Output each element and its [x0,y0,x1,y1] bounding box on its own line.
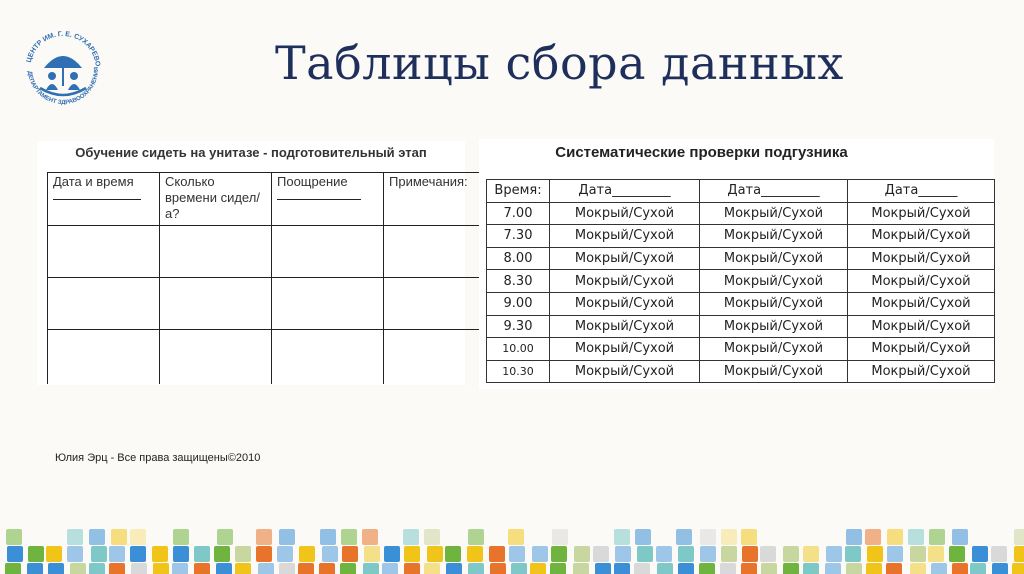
table-row [487,225,995,248]
decorative-tile [551,546,567,562]
table-cell [160,330,272,384]
org-logo [20,26,106,112]
decorative-tile [424,563,440,574]
diaper-check-table-panel [479,139,994,389]
status-cell: Мокрый/Сухой [700,270,848,293]
header-date-3: Дата______ [848,180,995,203]
time-cell: 10.30 [487,360,550,383]
svg-text:ЦЕНТР ИМ. Г. Е. СУХАРЕВОЙ: ЦЕНТР ИМ. Г. Е. СУХАРЕВО [25,30,101,67]
decorative-tile [70,563,86,574]
table-row [487,292,995,315]
decorative-tile [89,563,105,574]
time-cell: 8.30 [487,270,550,293]
table-cell [48,278,160,330]
header-date-time: Дата и время [48,173,160,226]
decorative-tile [508,529,524,545]
table-row [487,315,995,338]
decorative-tile [700,529,716,545]
decorative-tile [340,563,356,574]
decorative-tile [152,546,168,562]
decorative-tile [322,546,338,562]
header-date-2: Дата_________ [700,180,848,203]
decorative-tile [509,546,525,562]
table-header-row [487,180,995,203]
table-cell [272,278,384,330]
decorative-tile [298,563,314,574]
diaper-check-table-title: Систематические проверки подгузника [555,144,848,161]
table-row [487,338,995,361]
decorative-tile [845,546,861,562]
decorative-tile [67,546,83,562]
decorative-tile [363,563,379,574]
header-time: Время: [487,180,550,203]
status-cell: Мокрый/Сухой [550,270,700,293]
decorative-tile [530,563,546,574]
decorative-tile [216,563,232,574]
decorative-tile [256,529,272,545]
decorative-tile [720,563,736,574]
decorative-tile [46,546,62,562]
decorative-tile [109,563,125,574]
decorative-tile [468,563,484,574]
table-row [48,278,496,330]
table-row [48,330,496,384]
decorative-tile [131,563,147,574]
status-cell: Мокрый/Сухой [848,270,995,293]
status-cell: Мокрый/Сухой [550,292,700,315]
time-cell: 9.00 [487,292,550,315]
table-cell [160,226,272,278]
status-cell: Мокрый/Сухой [848,315,995,338]
decorative-tile [991,546,1007,562]
decorative-tile [634,563,650,574]
decorative-tile [929,529,945,545]
status-cell: Мокрый/Сухой [550,338,700,361]
decorative-tile [678,563,694,574]
decorative-tile [173,529,189,545]
decorative-tile [446,563,462,574]
table-row [487,360,995,383]
header-reward: Поощрение [272,173,384,226]
header-duration: Сколько времени сидел/а? [160,173,272,226]
decorative-tile [741,563,757,574]
decorative-tile [130,546,146,562]
decorative-tile [341,529,357,545]
status-cell: Мокрый/Сухой [848,202,995,225]
decorative-tile [27,563,43,574]
status-cell: Мокрый/Сухой [550,360,700,383]
decorative-tile [867,546,883,562]
status-cell: Мокрый/Сухой [550,315,700,338]
decorative-tile [657,563,673,574]
toilet-training-table-panel [37,141,468,385]
decorative-tile [803,546,819,562]
time-cell: 8.00 [487,247,550,270]
decorative-tile [489,546,505,562]
decorative-tile [490,563,506,574]
decorative-tile [970,563,986,574]
decorative-tile [846,529,862,545]
table-row [487,270,995,293]
decorative-tile [656,546,672,562]
table-header-row [48,173,496,226]
decorative-tile [130,529,146,545]
decorative-tile [320,529,336,545]
status-cell: Мокрый/Сухой [550,202,700,225]
header-notes: Примечания: [384,173,496,226]
copyright-footer: Юлия Эрц - Все права защищены©2010 [55,452,261,464]
decorative-tile [28,546,44,562]
status-cell: Мокрый/Сухой [700,202,848,225]
decorative-tile [865,529,881,545]
decorative-tile [972,546,988,562]
decorative-tile [761,563,777,574]
decorative-tile [427,546,443,562]
status-cell: Мокрый/Сухой [700,225,848,248]
time-cell: 7.30 [487,225,550,248]
decorative-tile [299,546,315,562]
decorative-tile [783,546,799,562]
decorative-tile [258,563,274,574]
decorative-tile [1012,563,1024,574]
decorative-tile [952,563,968,574]
toilet-training-table [47,172,496,384]
decorative-tile [887,529,903,545]
decorative-tile [342,546,358,562]
decorative-tile [676,529,692,545]
decorative-tile [573,563,589,574]
decorative-tile [595,563,611,574]
decorative-tile [153,563,169,574]
decorative-tile [91,546,107,562]
decorative-tile [949,546,965,562]
decorative-tile [614,529,630,545]
decorative-tile [952,529,968,545]
decorative-tile [593,546,609,562]
decorative-tile [382,563,398,574]
decorative-tile [403,529,419,545]
decorative-tile [637,546,653,562]
diaper-check-table [486,179,995,383]
decorative-tile [700,546,716,562]
decorative-tile [277,546,293,562]
status-cell: Мокрый/Сухой [848,225,995,248]
decorative-tile [111,529,127,545]
decorative-tile [362,529,378,545]
time-cell: 7.00 [487,202,550,225]
decorative-tile [803,563,819,574]
status-cell: Мокрый/Сухой [848,247,995,270]
decorative-tile [615,546,631,562]
decorative-tile [1014,529,1024,545]
page-title: Таблицы сбора данных [275,36,844,90]
table-row [487,202,995,225]
decorative-tile [6,529,22,545]
decorative-tile [760,546,776,562]
org-logo-icon [20,26,106,112]
decorative-tile [908,529,924,545]
decorative-tile [678,546,694,562]
decorative-tile [48,563,64,574]
decorative-tile [886,563,902,574]
table-row [487,247,995,270]
decorative-tile [468,529,484,545]
decorative-tile [7,546,23,562]
decorative-tile [783,563,799,574]
decorative-tile [614,563,630,574]
decorative-tile [404,546,420,562]
decorative-tile [279,563,295,574]
decorative-tile [384,546,400,562]
decorative-tile [194,563,210,574]
decorative-tile [235,563,251,574]
header-date-1: Дата_________ [550,180,700,203]
decorative-tile [404,563,420,574]
time-cell: 9.30 [487,315,550,338]
decorative-tile [742,546,758,562]
decorative-tile [194,546,210,562]
decorative-tile [424,529,440,545]
table-cell [160,278,272,330]
decorative-tile [928,546,944,562]
decorative-tile [846,563,862,574]
decorative-tile [574,546,590,562]
status-cell: Мокрый/Сухой [700,338,848,361]
decorative-tile [256,546,272,562]
decorative-tile [910,563,926,574]
decorative-tile [467,546,483,562]
decorative-tile [445,546,461,562]
decorative-tile [887,546,903,562]
status-cell: Мокрый/Сухой [848,338,995,361]
decorative-tile [826,546,842,562]
decorative-tile [235,546,251,562]
decorative-tile [910,546,926,562]
status-cell: Мокрый/Сухой [550,225,700,248]
decorative-tile [825,563,841,574]
table-cell [48,226,160,278]
status-cell: Мокрый/Сухой [550,247,700,270]
decorative-tile [721,529,737,545]
decorative-tile [1014,546,1024,562]
decorative-tile [550,563,566,574]
decorative-tile-strip [0,527,1024,574]
time-cell: 10.00 [487,338,550,361]
decorative-tile [699,563,715,574]
decorative-tile [5,563,21,574]
decorative-tile [741,529,757,545]
decorative-tile [552,529,568,545]
table-cell [48,330,160,384]
decorative-tile [931,563,947,574]
decorative-tile [67,529,83,545]
decorative-tile [721,546,737,562]
decorative-tile [217,529,233,545]
table-row [48,226,496,278]
decorative-tile [279,529,295,545]
decorative-tile [511,563,527,574]
decorative-tile [866,563,882,574]
status-cell: Мокрый/Сухой [700,315,848,338]
status-cell: Мокрый/Сухой [848,292,995,315]
status-cell: Мокрый/Сухой [700,247,848,270]
toilet-training-table-title: Обучение сидеть на унитазе - подготовительный этап [75,145,427,160]
decorative-tile [635,529,651,545]
table-cell [272,226,384,278]
svg-text:ДЕПАРТАМЕНТ ЗДРАВООХРАНЕНИЯ Г.: ДЕПАРТАМЕНТ ЗДРАВООХРАНЕНИЯ [26,66,101,107]
status-cell: Мокрый/Сухой [700,292,848,315]
decorative-tile [992,563,1008,574]
decorative-tile [214,546,230,562]
decorative-tile [364,546,380,562]
status-cell: Мокрый/Сухой [848,360,995,383]
status-cell: Мокрый/Сухой [700,360,848,383]
decorative-tile [109,546,125,562]
decorative-tile [172,563,188,574]
table-cell [272,330,384,384]
decorative-tile [173,546,189,562]
decorative-tile [89,529,105,545]
decorative-tile [319,563,335,574]
decorative-tile [532,546,548,562]
